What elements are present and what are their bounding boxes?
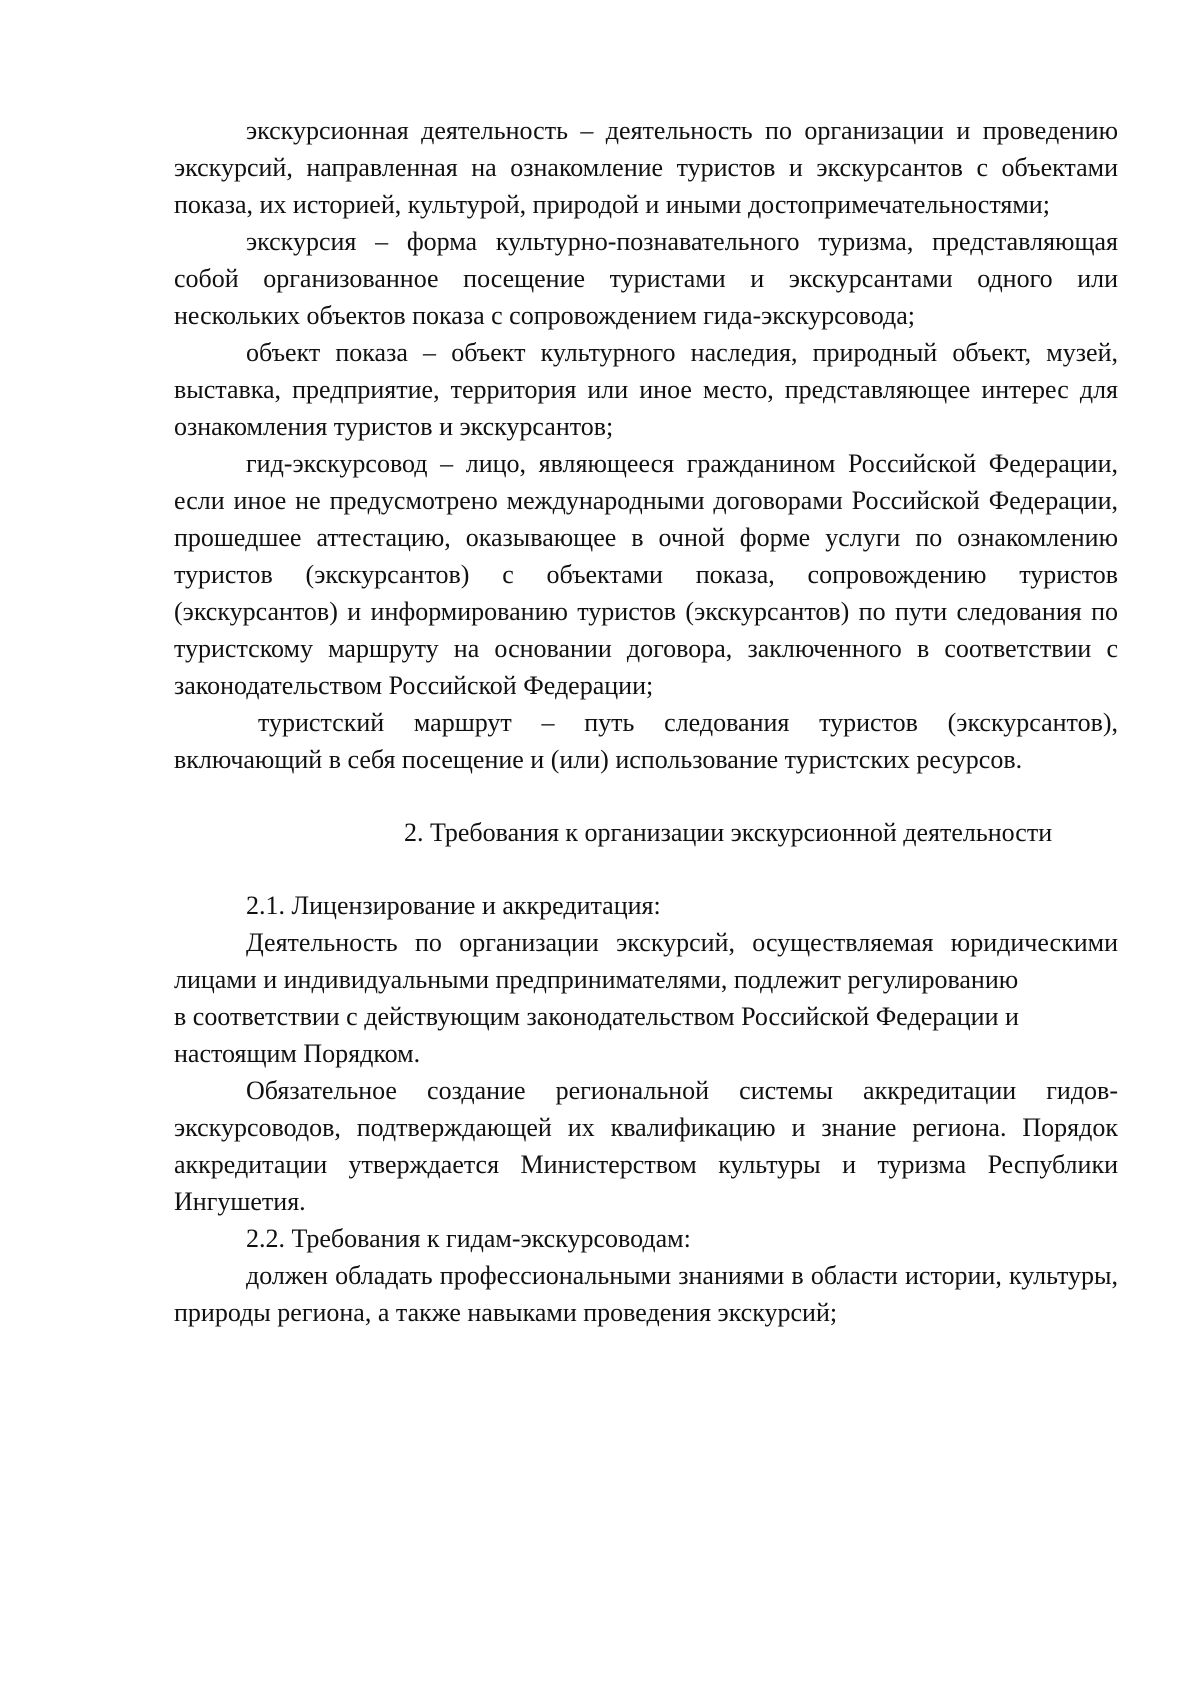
spacer xyxy=(174,778,1118,814)
definition-guide: гид-экскурсовод – лицо, являющееся гражданином Российской Федерации, если иное не предусмотрено международными договорами Российской Федерации, прошедшее аттестацию, оказывающее в очной форме услуги по ознакомлению туристов (экскурсантов) с объектами показа, сопровождению туристов (экскурсантов) и информированию туристов (экскурсантов) по пути следования по туристскому маршруту на основании договора, заключенного в соответствии с законодательством Российской Федерации; xyxy=(174,449,1118,700)
document-body xyxy=(174,112,1118,1331)
guides-requirement-a: должен обладать профессиональными знаниями в области истории, культуры, природы региона, а также навыками проведения экскурсий; xyxy=(174,1261,1118,1327)
section-heading: 2. Требования к организации экскурсионной деятельности xyxy=(404,818,1053,847)
subsection-title-guides: 2.2. Требования к гидам-экскурсоводам: xyxy=(246,1224,691,1253)
licensing-paragraph-a: Деятельность по организации экскурсий, осуществляемая юридическими лицами и индивидуальными предпринимателями, подлежит регулированию xyxy=(174,928,1118,994)
licensing-paragraph-c: Обязательное создание региональной системы аккредитации гидов-экскурсоводов, подтверждающей их квалификацию и знание региона. Порядок аккредитации утверждается Министерством культуры и туризма Республики Ингушетия. xyxy=(174,1076,1118,1216)
definition-excursion: экскурсия – форма культурно-познавательного туризма, представляющая собой организованное посещение туристами и экскурсантами одного или нескольких объектов показа с сопровождением гида-экскурсовода; xyxy=(174,227,1118,330)
licensing-paragraph-b: в соответствии с действующим законодательством Российской Федерации и настоящим Порядком. xyxy=(174,1002,1019,1068)
subsection-title-licensing: 2.1. Лицензирование и аккредитация: xyxy=(246,891,661,920)
definition-tourist-route: туристский маршрут – путь следования туристов (экскурсантов), включающий в себя посещение и (или) использование туристских ресурсов. xyxy=(174,708,1118,774)
definition-display-object: объект показа – объект культурного наследия, природный объект, музей, выставка, предприятие, территория или иное место, представляющее интерес для ознакомления туристов и экскурсантов; xyxy=(174,338,1118,441)
definition-excursion-activity: экскурсионная деятельность – деятельность по организации и проведению экскурсий, направленная на ознакомление туристов и экскурсантов с объектами показа, их историей, культурой, природой и иными достопримечательностями; xyxy=(174,116,1118,219)
spacer xyxy=(174,851,1118,887)
